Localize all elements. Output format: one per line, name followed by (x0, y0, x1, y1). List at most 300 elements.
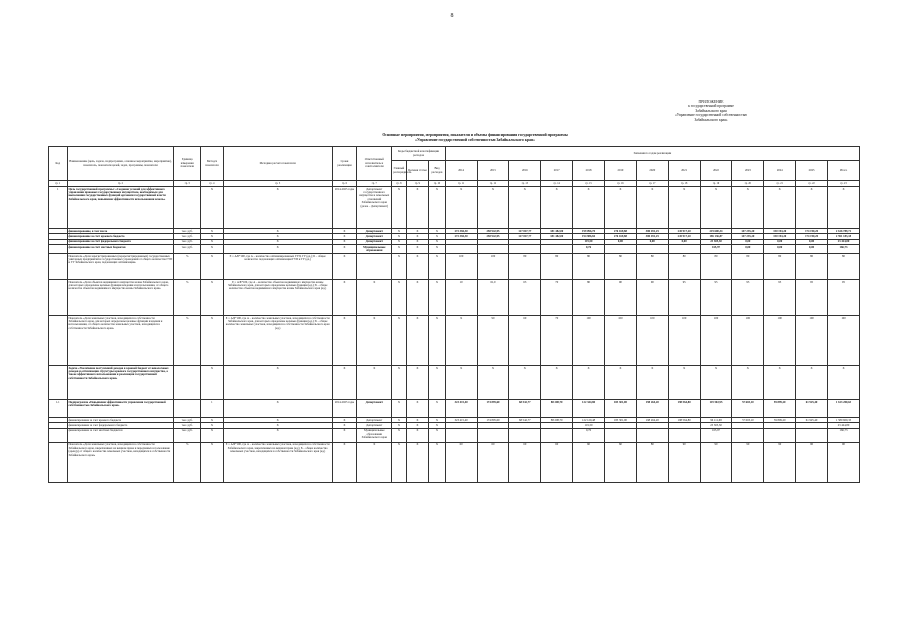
table-cell: 0,00 (636, 239, 668, 244)
table-cell: X (332, 234, 357, 239)
title-line: Основные мероприятия, мероприятия, показатели и объемы финансирования государственной программы (382, 133, 568, 137)
table-cell: 61 925,40 (796, 418, 828, 423)
table-cell: 23 424,80 (828, 239, 860, 244)
table-cell: Е = А/Б*100, где А – количество оптимизированных ГУП, ГУ (ед.); Б – общее количество подлежащих оптимизации ГУП и ГУ (ед.) (223, 254, 332, 280)
table-cell: X (332, 366, 357, 400)
table-cell: 380 491,25 (636, 234, 668, 239)
table-cell: 100 (668, 316, 700, 366)
table-cell: 0,76 (573, 245, 605, 254)
table-cell: 1.1 (49, 400, 68, 418)
table-cell: X (406, 423, 429, 428)
table-cell (477, 245, 509, 254)
table-cell: 196 136,87 (700, 234, 732, 239)
table-cell: финансирование за счет краевого бюджета (67, 234, 174, 239)
table-cell: 60 (477, 442, 509, 482)
table-cell: 80 (700, 254, 732, 280)
table-row (49, 366, 860, 400)
table-cell: X (477, 187, 509, 229)
table-cell (764, 428, 796, 442)
table-cell: X (429, 442, 445, 482)
table-cell: 150 194,20 (764, 234, 796, 239)
table-cell: 59 899,20 (764, 400, 796, 418)
table-cell: 0,00 (796, 245, 828, 254)
table-cell: Е = А/Б*100, где А – количество объектов недвижимого имущества казны Забайкальского края, для которых определены целевые функции (ед.); Б – общее количество объектов недвижимого имущества казны Забайкальского края (ед.) (223, 280, 332, 316)
table-cell: Показатель «Доля объектов недвижимого имущества казны Забайкальского края, для которых определены целевые функции владения и использования, от общего количества объектов недвижимого имущества казны Забайкальского края» (67, 280, 174, 316)
table-cell: 119 502,95 (700, 400, 732, 418)
column-number: гр. 8 (392, 181, 406, 187)
column-number: гр. 6 (332, 181, 357, 187)
table-cell: Департамент (357, 423, 392, 428)
table-cell: 0,76 (573, 428, 605, 442)
table-cell: 80 (764, 254, 796, 280)
table-cell: X (406, 187, 429, 229)
column-number: гр. 13 (509, 181, 541, 187)
table-cell: 100 (796, 316, 828, 366)
table-cell: X (406, 366, 429, 400)
table-cell: X (357, 280, 392, 316)
table-cell: X (223, 234, 332, 239)
table-cell: X (201, 229, 224, 234)
table-cell: X (541, 366, 573, 400)
table-cell: X (509, 187, 541, 229)
table-cell: X (357, 366, 392, 400)
annex-line: «Управление государственной собственностью (674, 113, 748, 118)
table-cell: X (700, 187, 732, 229)
table-cell: 80 (541, 254, 573, 280)
table-cell: 165,97 (700, 245, 732, 254)
table-cell: 198 564,80 (668, 418, 700, 423)
column-number: гр. 18 (668, 181, 700, 187)
column-number: гр. 14 (541, 181, 573, 187)
table-cell: тыс. руб. (174, 423, 201, 428)
table-cell: X (392, 316, 406, 366)
col-header-code: Код (49, 147, 68, 181)
table-cell: 219 600,34 (700, 229, 732, 234)
table-cell: X (406, 400, 429, 418)
table-cell: X (392, 245, 406, 254)
table-cell: 100 (445, 254, 477, 280)
column-number: гр. 22 (796, 181, 828, 187)
table-cell: 122 344,80 (573, 400, 605, 418)
table-cell: 88 208,70 (541, 418, 573, 423)
table-cell: тыс. руб. (174, 239, 201, 244)
table-cell (174, 187, 201, 229)
table-cell: Показатель «Доля земельных участков, находящихся в собственности Забайкальского края, закрепленных на вещном праве и переданных в пользование (аренду) от общего количества земельных участков, находящихся в собственности Забайкальского края» (67, 442, 174, 482)
table-cell: X (429, 400, 445, 418)
table-cell: Показатель «Доля земельных участков, находящихся в собственности Забайкальского края, для которых определены целевые функции владения и использования, от общего количества земельных участков, находящихся в собственности Забайкальского края» (67, 316, 174, 366)
table-cell: % (174, 442, 201, 482)
table-cell: 10 (445, 280, 477, 316)
table-cell: X (541, 187, 573, 229)
table-cell: X (429, 245, 445, 254)
table-cell: X (332, 245, 357, 254)
table-cell: 127 847,77 (509, 234, 541, 239)
table-cell: X (201, 239, 224, 244)
table-cell: X (796, 187, 828, 229)
table-cell: X (429, 366, 445, 400)
column-number: гр. 9 (406, 181, 429, 187)
table-cell: 68 542,77 (509, 418, 541, 423)
table-cell: X (668, 187, 700, 229)
table-cell: X (573, 366, 605, 400)
col-header-year: 2014 (445, 161, 477, 181)
table-cell (796, 428, 828, 442)
table-cell (636, 245, 668, 254)
table-cell: X (429, 239, 445, 244)
table-cell: X (445, 366, 477, 400)
annex-block (636, 100, 786, 122)
table-cell: Муниципальные образования Забайкальского края (357, 428, 392, 442)
table-cell: X (764, 366, 796, 400)
column-number: гр. 19 (700, 181, 732, 187)
table-cell: финансирование за счет краевого бюджета (67, 418, 174, 423)
table-cell: 95 (700, 280, 732, 316)
table-cell: 119,50 (573, 239, 605, 244)
table-cell: X (406, 229, 429, 234)
table-cell: 96 111,68 (700, 418, 732, 423)
table-cell (49, 428, 68, 442)
table-cell: 174 895,60 (477, 400, 509, 418)
table-cell (49, 245, 68, 254)
table-cell: Е = А/Б*100, где А – количество земельных участков, находящихся в собственности Забайкальского края, закрепленных на вещном праве (ед.); Б – общее количество земельных участков, находящихся в собственности Забайкальского края (ед.) (223, 442, 332, 482)
table-cell (604, 245, 636, 254)
table-cell: финансирование за счет местных бюджетов (67, 245, 174, 254)
table-cell: 198 264,20 (636, 400, 668, 418)
col-header-year: 2020 (636, 161, 668, 181)
table-cell: X (392, 254, 406, 280)
column-number: гр. 12 (477, 181, 509, 187)
table-cell: 2014-2025 годы (332, 400, 357, 418)
table-cell (541, 245, 573, 254)
table-cell: тыс. руб. (174, 245, 201, 254)
table-cell: X (332, 418, 357, 423)
table-cell: 80 (604, 254, 636, 280)
table-cell: 100 (732, 316, 764, 366)
column-number: гр. 21 (764, 181, 796, 187)
table-cell: 80 (636, 442, 668, 482)
table-cell: 80 (573, 280, 605, 316)
table-cell: 23 305,30 (700, 239, 732, 244)
table-cell: X (700, 366, 732, 400)
table-cell: X (509, 366, 541, 400)
col-header-target: Целевая статья (406, 161, 429, 181)
col-header-resp: Ответственный исполнитель и соисполнители (357, 147, 392, 181)
table-cell: 276 169,88 (604, 234, 636, 239)
table-cell (509, 245, 541, 254)
title-line: «Управление государственной собственностью Забайкальского края» (415, 137, 535, 142)
table-cell: X (406, 245, 429, 254)
table-row (49, 187, 860, 229)
table-cell: Департамент (357, 229, 392, 234)
col-header-year: 2019 (604, 161, 636, 181)
col-header-year: 2021 (668, 161, 700, 181)
col-header-values: Значения по годам реализации (445, 147, 859, 161)
table-cell: X (429, 316, 445, 366)
table-cell: 258 942,95 (477, 234, 509, 239)
column-number: гр. 1 (49, 181, 68, 187)
table-cell: 127 847,77 (509, 229, 541, 234)
col-header-year: 2016 (509, 161, 541, 181)
table-cell: 70 (541, 316, 573, 366)
table-cell: X (828, 187, 860, 229)
table-cell: X (429, 423, 445, 428)
program-table (48, 146, 860, 483)
table-cell: 60 (509, 316, 541, 366)
table-cell: 183 301,00 (604, 400, 636, 418)
table-cell: X (392, 428, 406, 442)
table-cell (668, 245, 700, 254)
table-cell: 95 (764, 280, 796, 316)
table-cell: Муниципальные образования (357, 245, 392, 254)
annex-line: к государственной программе (688, 104, 734, 109)
table-cell: 2 616 789,71 (828, 229, 860, 234)
table-cell: 70 (541, 280, 573, 316)
table-cell: X (223, 187, 332, 229)
table-cell: 100 (636, 316, 668, 366)
table-cell: X (332, 229, 357, 234)
col-header-year: 2018 (573, 161, 605, 181)
table-cell: финансирование за счет местных бюджетов (67, 428, 174, 442)
table-cell: 95 (796, 280, 828, 316)
table-cell: 100 (764, 316, 796, 366)
table-cell: X (445, 316, 477, 366)
table-cell (445, 428, 477, 442)
annex-line: ПРИЛОЖЕНИЕ (698, 100, 724, 104)
table-cell: 1 (201, 400, 224, 418)
table-cell: 60 (604, 442, 636, 482)
table-cell: X (223, 428, 332, 442)
table-cell: 80 (636, 254, 668, 280)
table-cell: X (201, 418, 224, 423)
column-number: гр. 7 (357, 181, 392, 187)
table-cell: 0,00 (796, 239, 828, 244)
table-cell: 95 (668, 280, 700, 316)
table-cell: X (636, 366, 668, 400)
table-row (49, 428, 860, 442)
table-cell: 68 542,77 (509, 400, 541, 418)
table-cell: тыс. руб. (174, 234, 201, 239)
table-cell: X (201, 423, 224, 428)
table-cell: 0,00 (764, 245, 796, 254)
column-number: гр. 23 (828, 181, 860, 187)
table-cell: 90 (828, 442, 860, 482)
table-cell: 80 (732, 254, 764, 280)
table-cell: X (392, 418, 406, 423)
table-cell: 198 264,20 (636, 418, 668, 423)
table-cell: 166,73 (828, 245, 860, 254)
column-number: гр. 2 (67, 181, 174, 187)
column-number: гр. 5 (223, 181, 332, 187)
table-cell: X (201, 254, 224, 280)
table-cell: 276 169,88 (604, 229, 636, 234)
table-cell: X (223, 400, 332, 418)
table-cell (445, 245, 477, 254)
table-cell: 90 (796, 442, 828, 482)
table-cell: 100 (828, 316, 860, 366)
table-cell: X (201, 428, 224, 442)
table-cell: 90 (604, 280, 636, 316)
col-header-vr: Вид расходов (429, 161, 445, 181)
table-cell: 199 096,70 (573, 229, 605, 234)
table-cell: 59 899,20 (764, 418, 796, 423)
table-cell: X (201, 234, 224, 239)
table-cell: 23 305,30 (700, 423, 732, 428)
table-cell (477, 428, 509, 442)
table-cell: X (223, 245, 332, 254)
table-cell: финансирование за счет федерального бюджета (67, 423, 174, 428)
table-cell: X (392, 187, 406, 229)
table-cell: 1 613 200,63 (828, 400, 860, 418)
table-cell: 88 208,70 (541, 400, 573, 418)
table-cell: 90 (636, 280, 668, 316)
table-cell (49, 280, 68, 316)
table-cell: % (174, 280, 201, 316)
col-header-unit: Единица измерения показателя (174, 147, 201, 181)
table-cell: X (445, 187, 477, 229)
col-header-calc: Методика расчета показателя (223, 147, 332, 181)
table-cell: финансирование за счет федерального бюджета (67, 239, 174, 244)
column-number: гр. 3 (174, 181, 201, 187)
column-number: гр. 16 (604, 181, 636, 187)
table-cell: X (357, 442, 392, 482)
table-cell: 0,00 (668, 239, 700, 244)
table-cell: 60 (541, 442, 573, 482)
table-cell: 174 895,60 (477, 418, 509, 423)
col-header-year: 2023 (732, 161, 764, 181)
table-cell: Цель государственной программы: «Создание условий для эффективного управления правовых государственным имуществом, необходимым для выполнения государственных функций органами государственной власти Забайкальского края, повышение эффективности использования земель» (67, 187, 174, 229)
table-cell: 80 (573, 254, 605, 280)
table-cell: Департамент (357, 418, 392, 423)
table-cell: Задача «Увеличение поступлений доходов в краевой бюджет от неналоговых доходов и оптимизации структуры краевого государственного имущества, а также эффективного использования и реализация государственной собственности Забайкальского края» (67, 366, 174, 400)
table-cell (49, 254, 68, 280)
table-cell: 166,73 (828, 428, 860, 442)
annex-line: Забайкальского края (695, 108, 727, 113)
table-cell: X (429, 280, 445, 316)
table-cell: 57 603,10 (732, 400, 764, 418)
table-cell: X (332, 254, 357, 280)
table-cell: X (223, 366, 332, 400)
table-cell (174, 366, 201, 400)
table-cell (604, 428, 636, 442)
col-header-budget: Коды бюджетной классификации расходов (392, 147, 445, 161)
table-cell: 272 384,30 (445, 229, 477, 234)
table-cell: 23 424,80 (828, 423, 860, 428)
table-cell: X (406, 316, 429, 366)
table-cell: 100 (573, 316, 605, 366)
table-cell: 63 (509, 280, 541, 316)
table-cell: X (392, 239, 406, 244)
table-cell: X (406, 428, 429, 442)
table-cell: X (332, 280, 357, 316)
table-cell: X (392, 400, 406, 418)
table-cell: X (332, 428, 357, 442)
table-cell: 174 190,20 (796, 229, 828, 234)
table-cell: X (406, 234, 429, 239)
table-cell: 100 (700, 316, 732, 366)
table-cell: X (429, 428, 445, 442)
table-cell: Показатель «Доля зарегистрированных (перерегистрированных) государственных унитарных предприятий и государственных учреждений от общего количества ГУП и ГУ Забайкальского края, подлежащих оптимизации» (67, 254, 174, 280)
table-cell: 80 (828, 254, 860, 280)
table-cell: X (332, 423, 357, 428)
table-cell: 165,97 (700, 428, 732, 442)
table-cell: Департамент (357, 234, 392, 239)
table-cell: % (174, 316, 201, 366)
table-cell: X (392, 366, 406, 400)
document-title (240, 133, 710, 142)
table-cell: X (668, 366, 700, 400)
col-header-year: 2017 (541, 161, 573, 181)
table-cell: 194 986,84 (573, 234, 605, 239)
col-header-total: Итого (828, 161, 860, 181)
table-cell: X (406, 442, 429, 482)
table-cell: X (828, 366, 860, 400)
table-cell (174, 400, 201, 418)
col-header-term: Сроки реализации (332, 147, 357, 181)
table-cell: 95 (828, 280, 860, 316)
table-cell: 174 190,20 (796, 234, 828, 239)
table-cell: X (604, 366, 636, 400)
table-cell: X (201, 280, 224, 316)
table-cell: 80 (509, 254, 541, 280)
col-header-grbs: Главный распорядитель (392, 161, 406, 181)
column-number: гр. 11 (445, 181, 477, 187)
table-cell: 380 491,25 (636, 229, 668, 234)
table-cell: 2 591 183,18 (828, 234, 860, 239)
table-cell: 181 482,00 (541, 229, 573, 234)
table-cell: X (201, 366, 224, 400)
table-cell: 323 415,40 (445, 400, 477, 418)
column-number: гр. 17 (636, 181, 668, 187)
table-cell (732, 428, 764, 442)
table-cell: тыс. руб. (174, 418, 201, 423)
table-cell: 90 (764, 442, 796, 482)
column-number: гр. 15 (573, 181, 605, 187)
table-cell: 61,0 (477, 280, 509, 316)
table-cell: 90 (477, 316, 509, 366)
annex-line: Забайкальского края» (694, 117, 728, 122)
table-cell: 323 415,40 (445, 418, 477, 423)
table-cell: X (406, 418, 429, 423)
table-cell: 119,50 (573, 423, 605, 428)
table-row (49, 442, 860, 482)
table-cell: X (201, 316, 224, 366)
table-cell: 57 603,10 (732, 418, 764, 423)
table-cell: 245 917,20 (668, 234, 700, 239)
col-header-year: 2015 (477, 161, 509, 181)
table-cell: X (201, 187, 224, 229)
table-cell: Департамент государственного имущества и земельных отношений Забайкальского края (далее – Департамент) (357, 187, 392, 229)
table-cell: Е = А/Б*100, где А – количество земельных участков, находящихся в собственности Забайкальского края, для которых определены целевые функции (ед.); Б – общее количество земельных участков, находящихся в собственности Забайкальского края (ед.) (223, 316, 332, 366)
table-cell (49, 442, 68, 482)
table-cell: 0,00 (764, 239, 796, 244)
table-cell: 272 384,30 (445, 234, 477, 239)
table-cell: X (392, 423, 406, 428)
table-cell: X (332, 316, 357, 366)
table-cell: 2014-2025 годы (332, 187, 357, 229)
table-row (49, 316, 860, 366)
table-cell: X (636, 187, 668, 229)
table-cell: 90 (732, 442, 764, 482)
table-cell: финансирование, в том числе (67, 229, 174, 234)
column-number: гр. 20 (732, 181, 764, 187)
table-cell: 60 (573, 442, 605, 482)
table-cell: тыс. руб. (174, 229, 201, 234)
table-cell (636, 428, 668, 442)
table-cell: 90 (700, 442, 732, 482)
table-cell: 80 (668, 254, 700, 280)
table-cell: 1 589 609,33 (828, 418, 860, 423)
table-cell: X (573, 187, 605, 229)
